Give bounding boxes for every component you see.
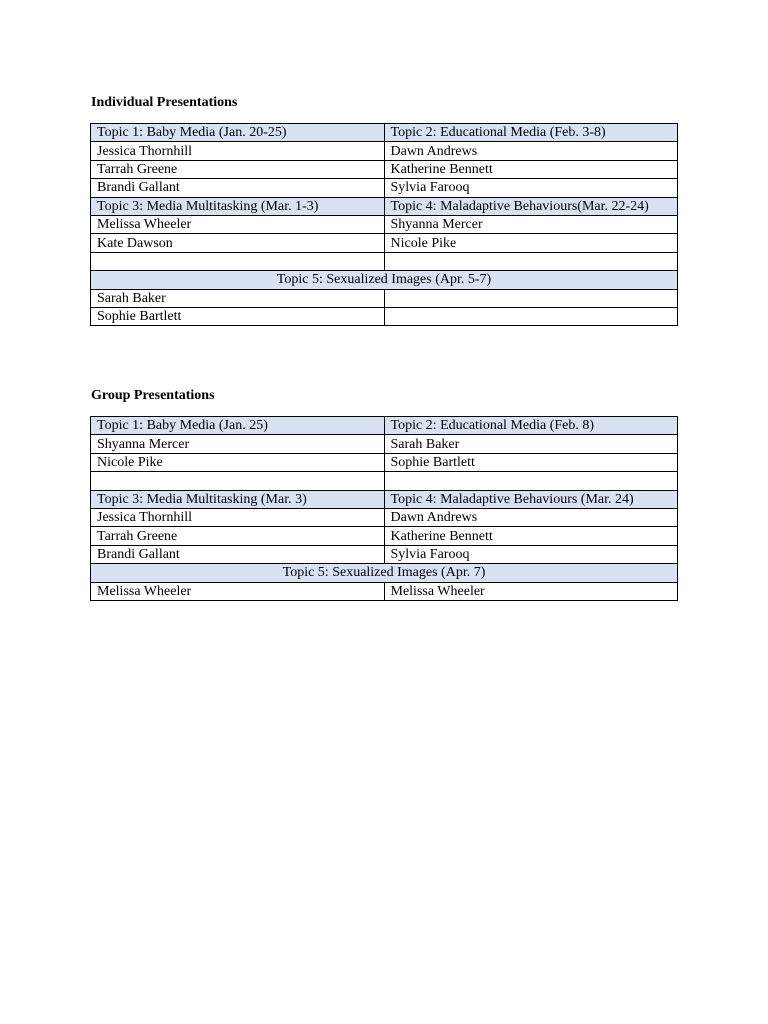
presenter-cell [384,252,678,270]
topic-header-cell: Topic 4: Maladaptive Behaviours (Mar. 24) [384,490,678,508]
topic-header-cell: Topic 2: Educational Media (Feb. 8) [384,417,678,435]
table-row [91,289,678,307]
group-presentations-heading: Group Presentations [91,388,215,403]
presenter-cell: Brandi Gallant [91,545,385,563]
presenter-cell: Melissa Wheeler [91,582,385,600]
table-row [91,215,678,233]
individual-presentations-heading: Individual Presentations [91,95,238,110]
table-row [91,179,678,197]
presenter-cell: Sophie Bartlett [384,453,678,471]
presenter-cell: Sophie Bartlett [91,307,385,325]
topic-header-cell: Topic 5: Sexualized Images (Apr. 7) [91,564,678,582]
topic-header-row [91,417,678,435]
topic-header-cell: Topic 3: Media Multitasking (Mar. 3) [91,490,385,508]
presenter-cell: Tarrah Greene [91,527,385,545]
presenter-cell: Katherine Bennett [384,160,678,178]
presenter-cell: Nicole Pike [384,234,678,252]
table-row [91,160,678,178]
presenter-cell [384,472,678,490]
presenter-cell: Brandi Gallant [91,179,385,197]
presenter-cell: Melissa Wheeler [384,582,678,600]
group-presentations-table [90,416,678,601]
individual-presentations-table [90,123,678,326]
table-row [91,508,678,526]
table-row [91,545,678,563]
presenter-cell [91,252,385,270]
topic-header-cell: Topic 2: Educational Media (Feb. 3-8) [384,124,678,142]
table-row [91,252,678,270]
presenter-cell: Nicole Pike [91,453,385,471]
presenter-cell: Sarah Baker [91,289,385,307]
topic-header-cell: Topic 5: Sexualized Images (Apr. 5-7) [91,271,678,289]
topic-header-cell: Topic 1: Baby Media (Jan. 20-25) [91,124,385,142]
table-row [91,453,678,471]
topic-header-row [91,271,678,289]
presenter-cell: Tarrah Greene [91,160,385,178]
presenter-cell: Katherine Bennett [384,527,678,545]
presenter-cell: Dawn Andrews [384,508,678,526]
table-row [91,142,678,160]
table-row [91,307,678,325]
table-row [91,527,678,545]
topic-header-row [91,564,678,582]
presenter-cell: Shyanna Mercer [91,435,385,453]
topic-header-row [91,124,678,142]
table-row [91,435,678,453]
topic-header-row [91,197,678,215]
table-row [91,472,678,490]
presenter-cell: Sylvia Farooq [384,545,678,563]
presenter-cell: Shyanna Mercer [384,215,678,233]
presenter-cell: Jessica Thornhill [91,508,385,526]
presenter-cell: Melissa Wheeler [91,215,385,233]
topic-header-row [91,490,678,508]
presenter-cell: Dawn Andrews [384,142,678,160]
presenter-cell: Kate Dawson [91,234,385,252]
topic-header-cell: Topic 1: Baby Media (Jan. 25) [91,417,385,435]
topic-header-cell: Topic 4: Maladaptive Behaviours(Mar. 22-24) [384,197,678,215]
topic-header-cell: Topic 3: Media Multitasking (Mar. 1-3) [91,197,385,215]
table-row [91,582,678,600]
table-row [91,234,678,252]
presenter-cell [384,307,678,325]
presenter-cell [91,472,385,490]
presenter-cell: Jessica Thornhill [91,142,385,160]
presenter-cell [384,289,678,307]
presenter-cell: Sarah Baker [384,435,678,453]
presenter-cell: Sylvia Farooq [384,179,678,197]
